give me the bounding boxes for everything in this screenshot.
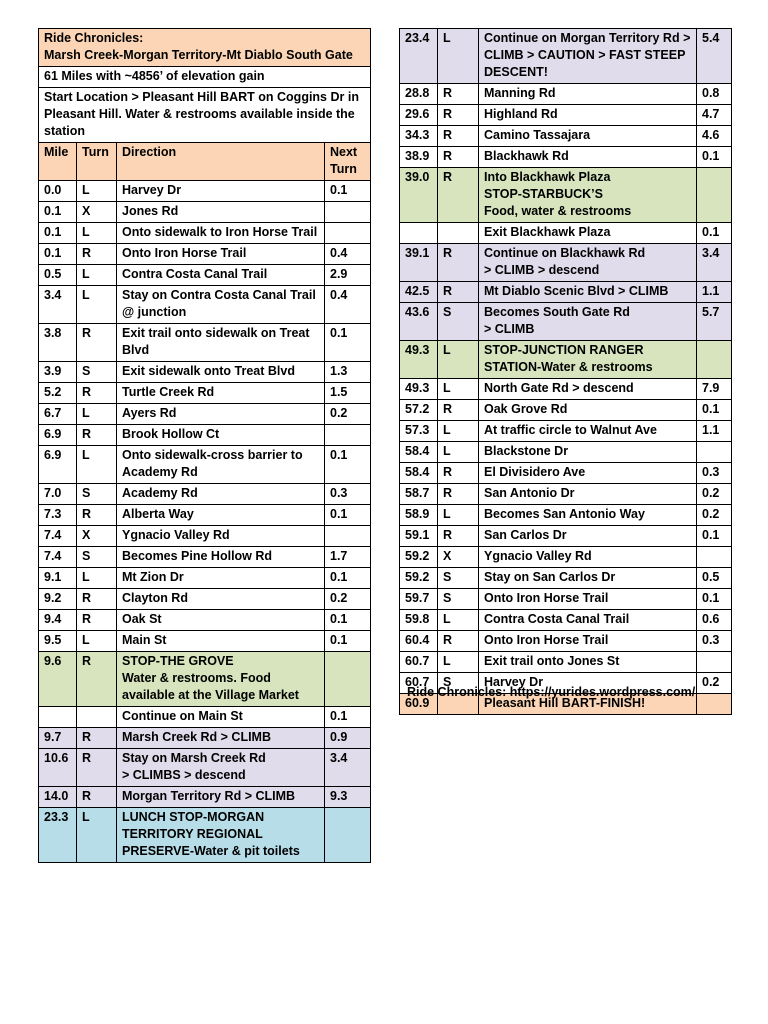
direction-cell: Contra Costa Canal Trail <box>117 265 325 286</box>
direction-cell: Continue on Main St <box>117 707 325 728</box>
turn-cell: R <box>438 147 479 168</box>
next-turn-cell <box>697 168 732 223</box>
direction-cell: Onto Iron Horse Trail <box>479 631 697 652</box>
turn-cell: X <box>77 526 117 547</box>
next-turn-cell: 0.1 <box>325 707 371 728</box>
mile-cell: 6.9 <box>39 425 77 446</box>
mile-cell: 9.4 <box>39 610 77 631</box>
turn-cell: R <box>438 84 479 105</box>
mile-cell: 58.9 <box>400 505 438 526</box>
next-turn-cell <box>325 223 371 244</box>
turn-cell: L <box>438 379 479 400</box>
mile-cell <box>39 707 77 728</box>
cue-row <box>400 463 732 484</box>
cue-row <box>400 244 732 282</box>
next-turn-cell <box>325 526 371 547</box>
mile-cell: 5.2 <box>39 383 77 404</box>
next-turn-cell: 0.3 <box>325 484 371 505</box>
col-mile-header: Mile <box>39 143 77 181</box>
title-line-2: Marsh Creek-Morgan Territory-Mt Diablo South Gate <box>44 48 353 62</box>
mile-cell: 0.1 <box>39 223 77 244</box>
distance-cell: 61 Miles with ~4856’ of elevation gain <box>39 67 371 88</box>
next-turn-cell <box>697 652 732 673</box>
next-turn-cell: 0.9 <box>325 728 371 749</box>
next-turn-cell: 0.4 <box>325 286 371 324</box>
turn-cell <box>438 223 479 244</box>
cue-row <box>400 84 732 105</box>
cue-row <box>39 223 371 244</box>
direction-cell: Alberta Way <box>117 505 325 526</box>
next-turn-cell: 3.4 <box>697 244 732 282</box>
cue-row <box>39 404 371 425</box>
mile-cell: 3.9 <box>39 362 77 383</box>
next-turn-cell: 0.3 <box>697 631 732 652</box>
mile-cell: 38.9 <box>400 147 438 168</box>
cue-row <box>400 223 732 244</box>
direction-cell: Main St <box>117 631 325 652</box>
cue-row <box>400 282 732 303</box>
turn-cell: L <box>77 181 117 202</box>
direction-cell: Mt Zion Dr <box>117 568 325 589</box>
direction-cell: LUNCH STOP-MORGAN TERRITORY REGIONAL PRESERVE-Water & pit toilets <box>117 808 325 863</box>
mile-cell: 3.8 <box>39 324 77 362</box>
mile-cell: 9.2 <box>39 589 77 610</box>
turn-cell: R <box>77 610 117 631</box>
mile-cell: 39.1 <box>400 244 438 282</box>
direction-cell: San Antonio Dr <box>479 484 697 505</box>
title-row <box>39 29 371 67</box>
mile-cell: 23.4 <box>400 29 438 84</box>
cue-row <box>39 446 371 484</box>
next-turn-cell: 0.4 <box>325 244 371 265</box>
cue-row <box>400 652 732 673</box>
column-header-row <box>39 143 371 181</box>
direction-cell: Onto sidewalk-cross barrier to Academy Rd <box>117 446 325 484</box>
next-turn-cell: 0.3 <box>697 463 732 484</box>
cue-row <box>39 568 371 589</box>
direction-cell: El Divisidero Ave <box>479 463 697 484</box>
cue-row <box>400 610 732 631</box>
start-row <box>39 88 371 143</box>
direction-cell: Oak St <box>117 610 325 631</box>
mile-cell: 60.7 <box>400 652 438 673</box>
next-turn-cell: 4.7 <box>697 105 732 126</box>
turn-cell: R <box>77 749 117 787</box>
cue-row <box>400 29 732 84</box>
next-turn-cell: 0.2 <box>697 505 732 526</box>
next-turn-cell: 3.4 <box>325 749 371 787</box>
cue-row <box>400 400 732 421</box>
next-turn-cell: 0.1 <box>697 147 732 168</box>
next-turn-cell: 0.1 <box>325 324 371 362</box>
turn-cell: S <box>438 673 479 694</box>
direction-cell: Marsh Creek Rd > CLIMB <box>117 728 325 749</box>
cue-row <box>400 168 732 223</box>
next-turn-cell: 1.1 <box>697 421 732 442</box>
direction-cell: Mt Diablo Scenic Blvd > CLIMB <box>479 282 697 303</box>
direction-cell: San Carlos Dr <box>479 526 697 547</box>
next-turn-cell <box>325 652 371 707</box>
cue-row <box>39 265 371 286</box>
mile-cell: 59.7 <box>400 589 438 610</box>
mile-cell: 59.8 <box>400 610 438 631</box>
direction-cell: Exit trail onto Jones St <box>479 652 697 673</box>
mile-cell: 39.0 <box>400 168 438 223</box>
cue-row <box>400 526 732 547</box>
turn-cell: R <box>77 652 117 707</box>
turn-cell: R <box>438 400 479 421</box>
direction-cell: Harvey Dr <box>117 181 325 202</box>
direction-cell: Pleasant Hill BART-FINISH! <box>479 694 697 715</box>
turn-cell: R <box>77 324 117 362</box>
cue-row <box>39 286 371 324</box>
cue-row <box>400 631 732 652</box>
mile-cell: 58.4 <box>400 463 438 484</box>
next-turn-cell: 9.3 <box>325 787 371 808</box>
cue-row <box>400 547 732 568</box>
turn-cell: R <box>438 526 479 547</box>
next-turn-cell <box>697 694 732 715</box>
direction-cell: Exit Blackhawk Plaza <box>479 223 697 244</box>
turn-cell: R <box>438 484 479 505</box>
direction-cell: Exit sidewalk onto Treat Blvd <box>117 362 325 383</box>
next-turn-cell <box>697 442 732 463</box>
cue-row <box>39 749 371 787</box>
direction-cell: Brook Hollow Ct <box>117 425 325 446</box>
next-turn-cell: 1.7 <box>325 547 371 568</box>
turn-cell: R <box>438 631 479 652</box>
direction-cell: Continue on Blackhawk Rd > CLIMB > descend <box>479 244 697 282</box>
next-turn-cell <box>325 808 371 863</box>
direction-cell: Becomes San Antonio Way <box>479 505 697 526</box>
turn-cell: L <box>438 442 479 463</box>
turn-cell: L <box>77 808 117 863</box>
turn-cell: R <box>438 282 479 303</box>
next-turn-cell: 0.2 <box>697 673 732 694</box>
direction-cell: Highland Rd <box>479 105 697 126</box>
turn-cell: R <box>438 463 479 484</box>
next-turn-cell: 2.9 <box>325 265 371 286</box>
direction-cell: Becomes South Gate Rd > CLIMB <box>479 303 697 341</box>
direction-cell: Exit trail onto sidewalk on Treat Blvd <box>117 324 325 362</box>
turn-cell: L <box>77 286 117 324</box>
direction-cell: Ygnacio Valley Rd <box>117 526 325 547</box>
direction-cell: Oak Grove Rd <box>479 400 697 421</box>
cue-row <box>39 547 371 568</box>
mile-cell: 60.9 <box>400 694 438 715</box>
turn-cell: S <box>438 589 479 610</box>
mile-cell: 57.3 <box>400 421 438 442</box>
turn-cell: L <box>77 223 117 244</box>
mile-cell: 9.6 <box>39 652 77 707</box>
mile-cell: 49.3 <box>400 379 438 400</box>
mile-cell: 7.4 <box>39 547 77 568</box>
turn-cell: R <box>77 728 117 749</box>
cue-row <box>400 505 732 526</box>
direction-cell: Ayers Rd <box>117 404 325 425</box>
mile-cell: 7.3 <box>39 505 77 526</box>
turn-cell: L <box>438 505 479 526</box>
turn-cell: L <box>77 568 117 589</box>
direction-cell: Stay on Contra Costa Canal Trail @ junction <box>117 286 325 324</box>
title-cell <box>39 29 371 67</box>
turn-cell <box>77 707 117 728</box>
turn-cell: S <box>438 568 479 589</box>
cue-row <box>39 610 371 631</box>
mile-cell: 7.0 <box>39 484 77 505</box>
cue-sheet-right-body <box>400 29 732 715</box>
cue-row <box>39 631 371 652</box>
turn-cell: R <box>77 244 117 265</box>
cue-row <box>39 202 371 223</box>
next-turn-cell: 1.1 <box>697 282 732 303</box>
direction-cell: STOP-JUNCTION RANGER STATION-Water & restrooms <box>479 341 697 379</box>
cue-row <box>39 589 371 610</box>
cue-row <box>39 383 371 404</box>
direction-cell: Harvey Dr <box>479 673 697 694</box>
direction-cell: Stay on Marsh Creek Rd > CLIMBS > descend <box>117 749 325 787</box>
start-cell: Start Location > Pleasant Hill BART on Coggins Dr in Pleasant Hill. Water & restrooms available inside the station <box>39 88 371 143</box>
turn-cell: R <box>438 168 479 223</box>
direction-cell: Onto Iron Horse Trail <box>479 589 697 610</box>
direction-cell: Blackstone Dr <box>479 442 697 463</box>
direction-cell: Onto sidewalk to Iron Horse Trail <box>117 223 325 244</box>
turn-cell: S <box>77 484 117 505</box>
mile-cell: 6.7 <box>39 404 77 425</box>
cue-row <box>39 362 371 383</box>
cue-row <box>400 147 732 168</box>
direction-cell: Continue on Morgan Territory Rd > CLIMB > CAUTION > FAST STEEP DESCENT! <box>479 29 697 84</box>
turn-cell: L <box>77 446 117 484</box>
cue-row <box>400 105 732 126</box>
next-turn-cell <box>697 547 732 568</box>
cue-row <box>39 808 371 863</box>
cue-row <box>39 244 371 265</box>
turn-cell: S <box>438 303 479 341</box>
cue-row <box>400 303 732 341</box>
cue-row <box>39 484 371 505</box>
mile-cell: 0.1 <box>39 202 77 223</box>
turn-cell: R <box>77 589 117 610</box>
turn-cell: L <box>77 631 117 652</box>
direction-cell: At traffic circle to Walnut Ave <box>479 421 697 442</box>
mile-cell: 58.4 <box>400 442 438 463</box>
cue-row <box>400 589 732 610</box>
next-turn-cell: 0.1 <box>697 589 732 610</box>
turn-cell: R <box>77 425 117 446</box>
next-turn-cell <box>325 425 371 446</box>
next-turn-cell: 0.1 <box>325 568 371 589</box>
next-turn-cell: 0.1 <box>697 400 732 421</box>
mile-cell: 42.5 <box>400 282 438 303</box>
mile-cell: 0.5 <box>39 265 77 286</box>
next-turn-cell: 0.5 <box>697 568 732 589</box>
mile-cell: 59.1 <box>400 526 438 547</box>
direction-cell: Into Blackhawk Plaza STOP-STARBUCK’S Food, water & restrooms <box>479 168 697 223</box>
title-line-1: Ride Chronicles: <box>44 31 144 45</box>
cue-row <box>400 379 732 400</box>
next-turn-cell: 7.9 <box>697 379 732 400</box>
mile-cell: 3.4 <box>39 286 77 324</box>
next-turn-cell: 0.1 <box>697 223 732 244</box>
next-turn-cell: 0.1 <box>325 181 371 202</box>
turn-cell: L <box>438 652 479 673</box>
direction-cell: Jones Rd <box>117 202 325 223</box>
turn-cell: L <box>77 404 117 425</box>
turn-cell: L <box>438 29 479 84</box>
direction-cell: Onto Iron Horse Trail <box>117 244 325 265</box>
direction-cell: Ygnacio Valley Rd <box>479 547 697 568</box>
turn-cell: R <box>438 126 479 147</box>
direction-cell: Blackhawk Rd <box>479 147 697 168</box>
next-turn-cell: 0.2 <box>697 484 732 505</box>
cue-row <box>400 421 732 442</box>
mile-cell: 0.1 <box>39 244 77 265</box>
cue-row <box>39 181 371 202</box>
next-turn-cell: 0.2 <box>325 404 371 425</box>
next-turn-cell: 0.1 <box>325 505 371 526</box>
direction-cell: Camino Tassajara <box>479 126 697 147</box>
col-next-turn-header: Next Turn <box>325 143 371 181</box>
mile-cell: 23.3 <box>39 808 77 863</box>
direction-cell: Morgan Territory Rd > CLIMB <box>117 787 325 808</box>
cue-row <box>39 425 371 446</box>
mile-cell: 49.3 <box>400 341 438 379</box>
turn-cell: R <box>77 787 117 808</box>
cue-row <box>39 728 371 749</box>
turn-cell: S <box>77 547 117 568</box>
next-turn-cell: 1.3 <box>325 362 371 383</box>
mile-cell <box>400 223 438 244</box>
turn-cell: X <box>77 202 117 223</box>
mile-cell: 9.5 <box>39 631 77 652</box>
next-turn-cell: 1.5 <box>325 383 371 404</box>
cue-row <box>39 707 371 728</box>
mile-cell: 10.6 <box>39 749 77 787</box>
cue-row <box>400 484 732 505</box>
cue-row <box>39 324 371 362</box>
direction-cell: Becomes Pine Hollow Rd <box>117 547 325 568</box>
cue-row <box>400 126 732 147</box>
turn-cell: R <box>438 105 479 126</box>
mile-cell: 29.6 <box>400 105 438 126</box>
mile-cell: 60.4 <box>400 631 438 652</box>
turn-cell: L <box>438 610 479 631</box>
mile-cell: 34.3 <box>400 126 438 147</box>
next-turn-cell: 0.2 <box>325 589 371 610</box>
turn-cell: R <box>77 383 117 404</box>
cue-row <box>39 652 371 707</box>
col-direction-header: Direction <box>117 143 325 181</box>
mile-cell: 7.4 <box>39 526 77 547</box>
direction-cell: Contra Costa Canal Trail <box>479 610 697 631</box>
mile-cell: 58.7 <box>400 484 438 505</box>
mile-cell: 60.7 <box>400 673 438 694</box>
cue-row <box>400 341 732 379</box>
cue-sheet-right <box>399 28 732 715</box>
mile-cell: 43.6 <box>400 303 438 341</box>
turn-cell: S <box>77 362 117 383</box>
direction-cell: STOP-THE GROVE Water & restrooms. Food available at the Village Market <box>117 652 325 707</box>
direction-cell: Manning Rd <box>479 84 697 105</box>
turn-cell: X <box>438 547 479 568</box>
next-turn-cell: 5.7 <box>697 303 732 341</box>
turn-cell: L <box>77 265 117 286</box>
mile-cell: 57.2 <box>400 400 438 421</box>
next-turn-cell: 0.1 <box>697 526 732 547</box>
next-turn-cell: 0.1 <box>325 610 371 631</box>
direction-cell: Stay on San Carlos Dr <box>479 568 697 589</box>
mile-cell: 0.0 <box>39 181 77 202</box>
direction-cell: Clayton Rd <box>117 589 325 610</box>
direction-cell: North Gate Rd > descend <box>479 379 697 400</box>
next-turn-cell: 4.6 <box>697 126 732 147</box>
mile-cell: 28.8 <box>400 84 438 105</box>
turn-cell: L <box>438 421 479 442</box>
cue-sheet-left <box>38 28 371 863</box>
mile-cell: 59.2 <box>400 547 438 568</box>
mile-cell: 59.2 <box>400 568 438 589</box>
direction-cell: Turtle Creek Rd <box>117 383 325 404</box>
next-turn-cell: 5.4 <box>697 29 732 84</box>
next-turn-cell <box>697 341 732 379</box>
cue-row <box>400 442 732 463</box>
footer-credit: Ride Chronicles: https://yurides.wordpress.com/ <box>407 685 696 699</box>
next-turn-cell: 0.1 <box>325 446 371 484</box>
turn-cell: L <box>438 341 479 379</box>
col-turn-header: Turn <box>77 143 117 181</box>
direction-cell: Academy Rd <box>117 484 325 505</box>
next-turn-cell: 0.6 <box>697 610 732 631</box>
mile-cell: 14.0 <box>39 787 77 808</box>
turn-cell: R <box>438 244 479 282</box>
cue-row <box>39 505 371 526</box>
next-turn-cell <box>325 202 371 223</box>
cue-sheet-left-body <box>39 29 371 863</box>
next-turn-cell: 0.1 <box>325 631 371 652</box>
turn-cell: R <box>77 505 117 526</box>
distance-row <box>39 67 371 88</box>
cue-row <box>39 526 371 547</box>
mile-cell: 9.7 <box>39 728 77 749</box>
next-turn-cell: 0.8 <box>697 84 732 105</box>
cue-row <box>39 787 371 808</box>
cue-row <box>400 568 732 589</box>
mile-cell: 6.9 <box>39 446 77 484</box>
mile-cell: 9.1 <box>39 568 77 589</box>
